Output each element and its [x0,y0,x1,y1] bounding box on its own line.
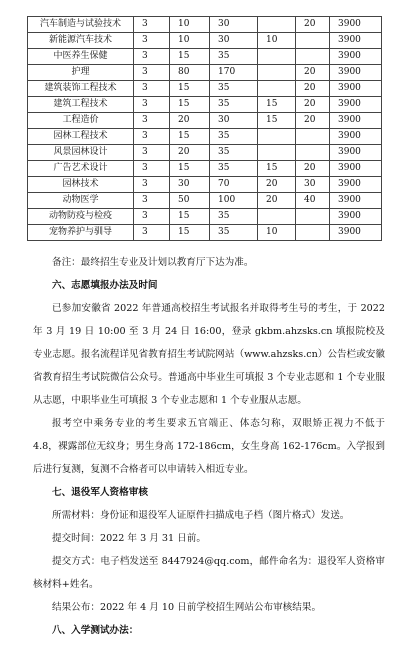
major-name-cell: 动物医学 [28,193,134,209]
table-cell: 3900 [330,145,382,161]
major-name-cell: 建筑工程技术 [28,97,134,113]
table-row [28,129,382,145]
table-cell: 3 [134,225,170,241]
section7-materials: 所需材料：身份证和退役军人证原件扫描成电子档（图片格式）发送。 [52,510,350,521]
table-cell: 3 [134,193,170,209]
table-row [28,49,382,65]
table-cell: 3 [134,49,170,65]
table-cell: 3900 [330,17,382,33]
table-row [28,161,382,177]
table-cell: 10 [170,33,210,49]
table-cell [296,33,330,49]
table-cell [296,49,330,65]
table-cell: 35 [210,145,258,161]
major-name-cell: 宠物养护与驯导 [28,225,134,241]
table-cell [296,209,330,225]
table-cell: 15 [170,129,210,145]
table-cell: 3 [134,177,170,193]
table-cell: 30 [210,17,258,33]
table-row [28,17,382,33]
table-cell [258,65,296,81]
table-cell: 80 [170,65,210,81]
table-cell: 3 [134,145,170,161]
enrollment-plan-table [27,16,382,241]
document-body [33,251,385,642]
table-cell: 15 [258,97,296,113]
major-name-cell: 中医养生保健 [28,49,134,65]
table-cell: 70 [210,177,258,193]
major-name-cell: 园林工程技术 [28,129,134,145]
table-cell: 3 [134,129,170,145]
major-name-cell: 风景园林设计 [28,145,134,161]
major-name-cell: 汽车制造与试验技术 [28,17,134,33]
table-cell: 3 [134,113,170,129]
table-cell [296,225,330,241]
section6-heading: 六、志愿填报办法及时间 [52,280,158,291]
table-cell: 10 [170,17,210,33]
table-cell: 15 [170,49,210,65]
major-name-cell: 广告艺术设计 [28,161,134,177]
table-cell: 35 [210,81,258,97]
table-row [28,65,382,81]
table-cell: 15 [170,97,210,113]
major-name-cell: 护理 [28,65,134,81]
table-cell: 3 [134,65,170,81]
table-cell [258,145,296,161]
table-cell: 50 [170,193,210,209]
table-cell: 20 [296,65,330,81]
table-cell: 3 [134,81,170,97]
table-cell: 20 [170,145,210,161]
table-row [28,81,382,97]
table-cell: 20 [296,81,330,97]
table-cell: 170 [210,65,258,81]
table-cell: 3900 [330,225,382,241]
table-cell: 3 [134,209,170,225]
section7-heading: 七、退役军人资格审核 [52,487,148,498]
table-cell: 15 [170,81,210,97]
section6-paragraph-1: 已参加安徽省 2022 年普通高校招生考试报名并取得考生号的考生，于 2022 年 3 月 19 日 10:00 至 3 月 24 日 16:00，登录 gkbm.ahzsks.cn 填报院校及专业志愿。报名流程详见省教育招生考试院网站（www.ahzsks.cn）公告栏或安徽省教育招生考试院微信公众号。普通高中毕业生可填报 3 个专业志愿和 1 个专业服从志愿，中职毕业生可填报 3 个专业志愿和 1 个专业服从志愿。 [33,303,385,406]
table-cell: 10 [258,225,296,241]
table-cell: 40 [296,193,330,209]
table-row [28,113,382,129]
section7-method: 提交方式：电子档发送至 844792⁠4@qq.com，邮件命名为：退役军人资格审核材料+姓名。 [33,556,385,590]
section7-deadline: 提交时间：2022 年 3 月 31 日前。 [52,533,206,544]
table-row [28,33,382,49]
major-name-cell: 动物防疫与检疫 [28,209,134,225]
table-cell: 35 [210,129,258,145]
table-cell: 15 [170,161,210,177]
table-cell: 35 [210,161,258,177]
table-cell [258,81,296,97]
table-cell: 20 [296,113,330,129]
table-cell [258,49,296,65]
remark-text: 备注：最终招生专业及计划以教育厅下达为准。 [52,257,254,268]
table-cell: 100 [210,193,258,209]
major-name-cell: 新能源汽车技术 [28,33,134,49]
table-cell: 35 [210,49,258,65]
major-name-cell: 园林技术 [28,177,134,193]
table-cell: 35 [210,97,258,113]
table-row [28,145,382,161]
table-cell: 3900 [330,129,382,145]
table-cell: 3900 [330,209,382,225]
table-cell [258,209,296,225]
table-row [28,225,382,241]
table-cell: 3900 [330,193,382,209]
major-name-cell: 建筑装饰工程技术 [28,81,134,97]
table-cell: 3900 [330,113,382,129]
table-cell: 20 [170,113,210,129]
table-cell: 20 [296,17,330,33]
table-cell: 15 [258,113,296,129]
table-cell: 30 [210,33,258,49]
table-cell: 10 [258,33,296,49]
table-cell: 20 [258,177,296,193]
table-cell: 30 [296,177,330,193]
section7-result: 结果公布：2022 年 4 月 10 日前学校招生网站公布审核结果。 [52,602,322,613]
section6-paragraph-2: 报考空中乘务专业的考生要求五官端正、体态匀称，双眼矫正视力不低于 4.8，裸露部位无纹身；男生身高 172-186cm，女生身高 162-176cm。入学报到后进行复测，复测不合格者可以申请转入相近专业。 [33,418,385,475]
table-cell: 3 [134,17,170,33]
table-cell: 35 [210,225,258,241]
plan-table-container [27,16,381,241]
table-cell: 3 [134,161,170,177]
table-cell: 3 [134,97,170,113]
major-name-cell: 工程造价 [28,113,134,129]
table-cell: 3 [134,33,170,49]
table-row [28,97,382,113]
table-cell [296,145,330,161]
table-cell [258,129,296,145]
section8-heading: 八、入学测试办法： [52,625,139,636]
table-cell: 35 [210,209,258,225]
table-cell: 30 [170,177,210,193]
table-cell: 20 [258,193,296,209]
table-cell: 3900 [330,49,382,65]
table-cell: 20 [296,97,330,113]
table-cell: 3900 [330,97,382,113]
table-row [28,193,382,209]
table-cell: 15 [258,161,296,177]
enrollment-plan-body [28,17,382,241]
table-cell: 3900 [330,33,382,49]
table-row [28,177,382,193]
table-cell [296,129,330,145]
table-cell: 3900 [330,177,382,193]
table-cell [258,17,296,33]
table-cell: 15 [170,209,210,225]
table-cell: 3900 [330,161,382,177]
table-cell: 15 [170,225,210,241]
table-cell: 3900 [330,65,382,81]
table-cell: 30 [210,113,258,129]
table-cell: 3900 [330,81,382,97]
table-cell: 20 [296,161,330,177]
table-row [28,209,382,225]
